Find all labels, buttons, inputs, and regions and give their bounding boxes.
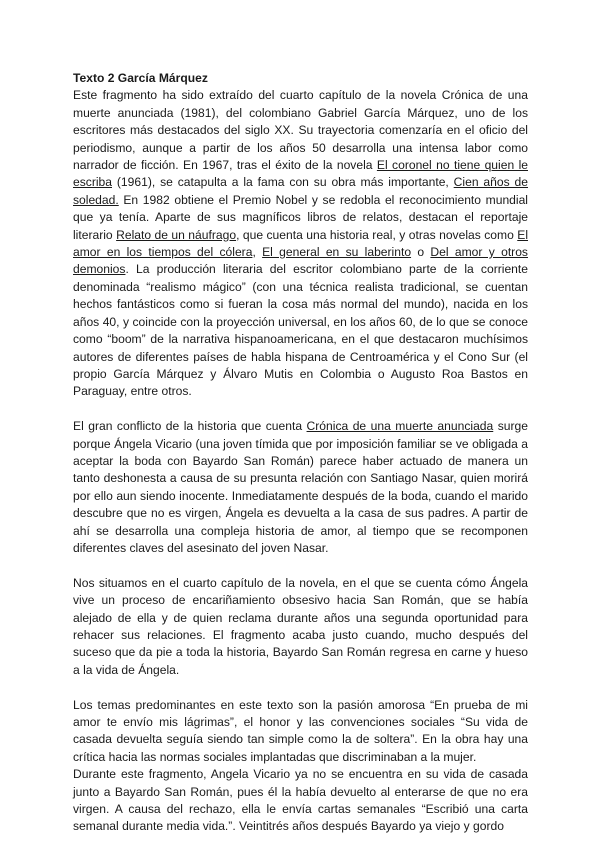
book-title-amor-colera: El amor en los tiempos del cólera [73,227,529,260]
book-title-amor-demonios: Del amor y otros demonios [73,245,528,277]
p2-text: El gran conflicto de la historia que cuenta [73,419,307,434]
p1-text: o [411,245,431,260]
paragraph-conflict [73,418,528,557]
book-title-cien-anos: Cien años de soledad. [73,175,528,207]
p1-text: , que cuenta una historia real, y otras novelas como [236,227,518,242]
paragraph-chapter: Nos situamos en el cuarto capítulo de la novela, en el que se cuenta cómo Ángela vive un proceso de encariñamiento obsesivo hacia San Román, que se había alejado de ella y de quien reclama durante años una segunda oportunidad para rehacer sus relaciones. El fragmento acaba justo cuando, mucho después del suceso que da pie a toda la historia, Bayardo San Román regresa en carne y hueso a la vida de Ángela. [73,575,528,677]
p1-text: (1961), se catapulta a la fama con su obra más importante, [112,175,454,190]
p1-text: Este fragmento ha sido extraído del cuarto capítulo de la novela Crónica de una muerte anunciada (1981), del colombiano Gabriel García Márquez, uno de los escritores más destacados del siglo XX. Su trayectoria comenzaría en el oficio del periodismo, aunque a partir de los años 50 desarrolla una intensa labor como narrador de ficción. En 1967, tras el éxito de la novela [73,88,528,173]
p2-text: surge porque Ángela Vicario (una joven tímida que por imposición familiar se ve obligada a aceptar la boda con Bayardo San Román) parece haber actuado de manera un tanto deshonesta a causa de su presunta relación con Santiago Nasar, quien morirá por ello aun siendo inocente. Inmediatamente después de la boda, cuando el marido descubre que no es virgen, Ángela es devuelta a la casa de sus padres. A partir de ahí se desarrolla una compleja historia de amor, al tiempo que se recomponen diferentes claves del asesinato del joven Nasar. [73,419,528,555]
p1-text: . La producción literaria del escritor colombiano parte de la corriente denominada “realismo mágico” (con una técnica realista tradicional, se cuentan hechos fantásticos como si fueran la cosa más normal del mundo), nacida en los años 40, y coincide con la proyección universal, en los años 60, de lo que se conoce como “boom” de la narrativa hispanoamericana, en el que destacaron muchísimos autores de diferentes países de habla hispana de Centroamérica y el Cono Sur (el propio García Márquez y Álvaro Mutis en Colombia o Augusto Roa Bastos en Paraguay, entre otros. [73,262,528,399]
p1-text: En 1982 obtiene el Premio Nobel y se redobla el reconocimiento mundial que ya tenía. Aparte de sus magníficos libros de relatos, destacan el reportaje literario [73,192,528,242]
paragraph-fragment: Durante este fragmento, Angela Vicario ya no se encuentra en su vida de casada junto a Bayardo San Román, pues él la había devuelto al enterarse de que no era virgen. A causa del rechazo, ella le envía cartas semanales “Escribió una carta semanal durante media vida.”. Veintitrés años después Bayardo ya viejo y gordo [73,767,528,834]
book-title-el-coronel: El coronel no tiene quien le escriba [73,158,528,190]
book-title-relato-naufrago: Relato de un náufrago [116,227,237,242]
paragraph-intro [73,87,528,400]
p1-text: , [252,245,263,260]
document-page [73,70,528,836]
book-title-general-laberinto: El general en su laberinto [262,245,412,260]
paragraph-themes: Los temas predominantes en este texto son la pasión amorosa “En prueba de mi amor te envío mis lágrimas”, el honor y las convenciones sociales “Su vida de casada devuelta seguía siendo tan simple como la de soltera”. En la obra hay una crítica hacia las normas sociales implantadas que discriminaban a la mujer. [73,697,528,764]
book-title-cronica: Crónica de una muerte anunciada [306,419,494,434]
document-title: Texto 2 García Márquez [73,71,208,85]
